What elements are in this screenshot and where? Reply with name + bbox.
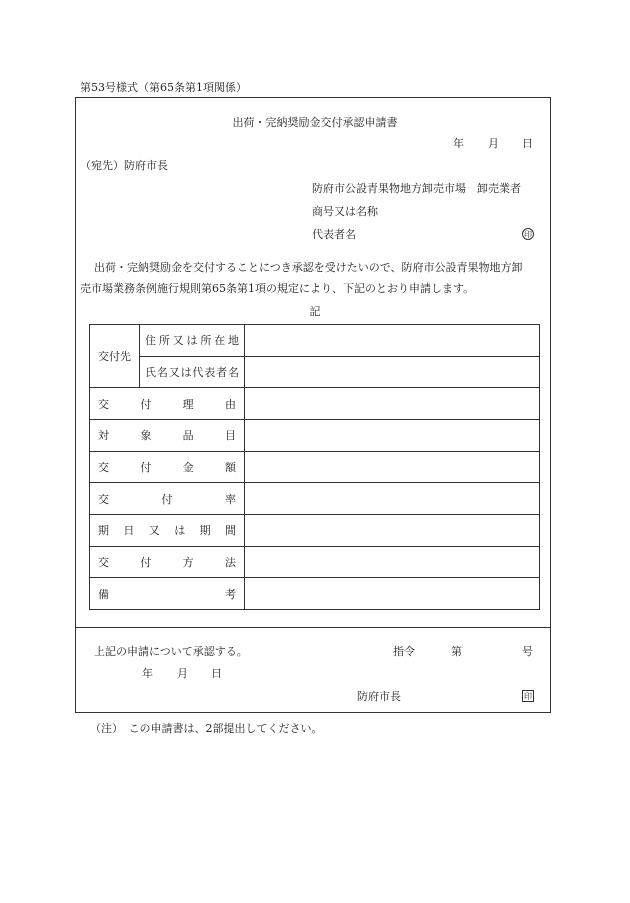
table-row: [90, 419, 540, 451]
table-row-label: 交付方法: [90, 546, 245, 578]
approval-go: 号: [522, 645, 533, 658]
table-row: [90, 388, 540, 420]
section-divider: [75, 627, 551, 628]
table-cell-value[interactable]: [245, 546, 540, 578]
table-row-label: 対象品目: [90, 419, 245, 451]
application-table: [89, 324, 540, 610]
table-row-label: 交付率: [90, 483, 245, 515]
applicant-seal-icon: 印: [524, 230, 532, 239]
table-row: [90, 546, 540, 578]
table-row: [90, 578, 540, 610]
table-row: [90, 514, 540, 546]
table-row-label: 期日又は期間: [90, 514, 245, 546]
table-cell-value[interactable]: [245, 578, 540, 610]
date-month: 月: [488, 137, 499, 150]
body-text-line-1: 出荷・完納奨励金を交付することにつき承認を受けたいので、防府市公設青果物地方卸: [94, 261, 523, 274]
table-cell-value[interactable]: [245, 419, 540, 451]
ki-heading: 記: [309, 305, 321, 318]
table-cell-value[interactable]: [245, 356, 540, 388]
date-year: 年: [453, 137, 464, 150]
approval-year: 年: [142, 667, 153, 680]
approval-seal-icon: 印: [524, 692, 532, 701]
table-group-label: 交付先: [90, 325, 140, 388]
table-cell-value[interactable]: [245, 514, 540, 546]
table-row: [90, 325, 540, 357]
table-row: [90, 451, 540, 483]
table-row-label: 交付理由: [90, 388, 245, 420]
approval-directive: 指令: [393, 645, 415, 658]
footnote: （注） この申請書は、2部提出してください。: [90, 722, 323, 735]
table-cell-value[interactable]: [245, 483, 540, 515]
approval-dai: 第: [451, 645, 462, 658]
form-number: 第53号様式（第65条第1項関係）: [80, 81, 247, 94]
table-row-label: 備考: [90, 578, 245, 610]
date-day: 日: [522, 137, 533, 150]
table-row-label: 氏名又は代表者名: [140, 356, 245, 388]
approval-text: 上記の申請について承認する。: [94, 645, 248, 658]
addressee: （宛先）防府市長: [80, 159, 168, 172]
table-cell-value[interactable]: [245, 325, 540, 357]
table-row-label: 住所又は所在地: [140, 325, 245, 357]
approval-month: 月: [177, 667, 188, 680]
applicant-name-label: 商号又は名称: [312, 205, 378, 218]
approval-mayor: 防府市長: [357, 690, 401, 703]
table-row: [90, 483, 540, 515]
form-title: 出荷・完納奨励金交付承認申請書: [232, 116, 398, 129]
table-row-label: 交付金額: [90, 451, 245, 483]
applicant-rep-label: 代表者名: [312, 228, 356, 241]
table-row: [90, 356, 540, 388]
table-cell-value[interactable]: [245, 388, 540, 420]
applicant-affiliation: 防府市公設青果物地方卸売市場 卸売業者: [312, 182, 521, 195]
table-cell-value[interactable]: [245, 451, 540, 483]
approval-day: 日: [211, 667, 222, 680]
body-text-line-2: 売市場業務条例施行規則第65条第1項の規定により、下記のとおり申請します。: [80, 282, 475, 295]
